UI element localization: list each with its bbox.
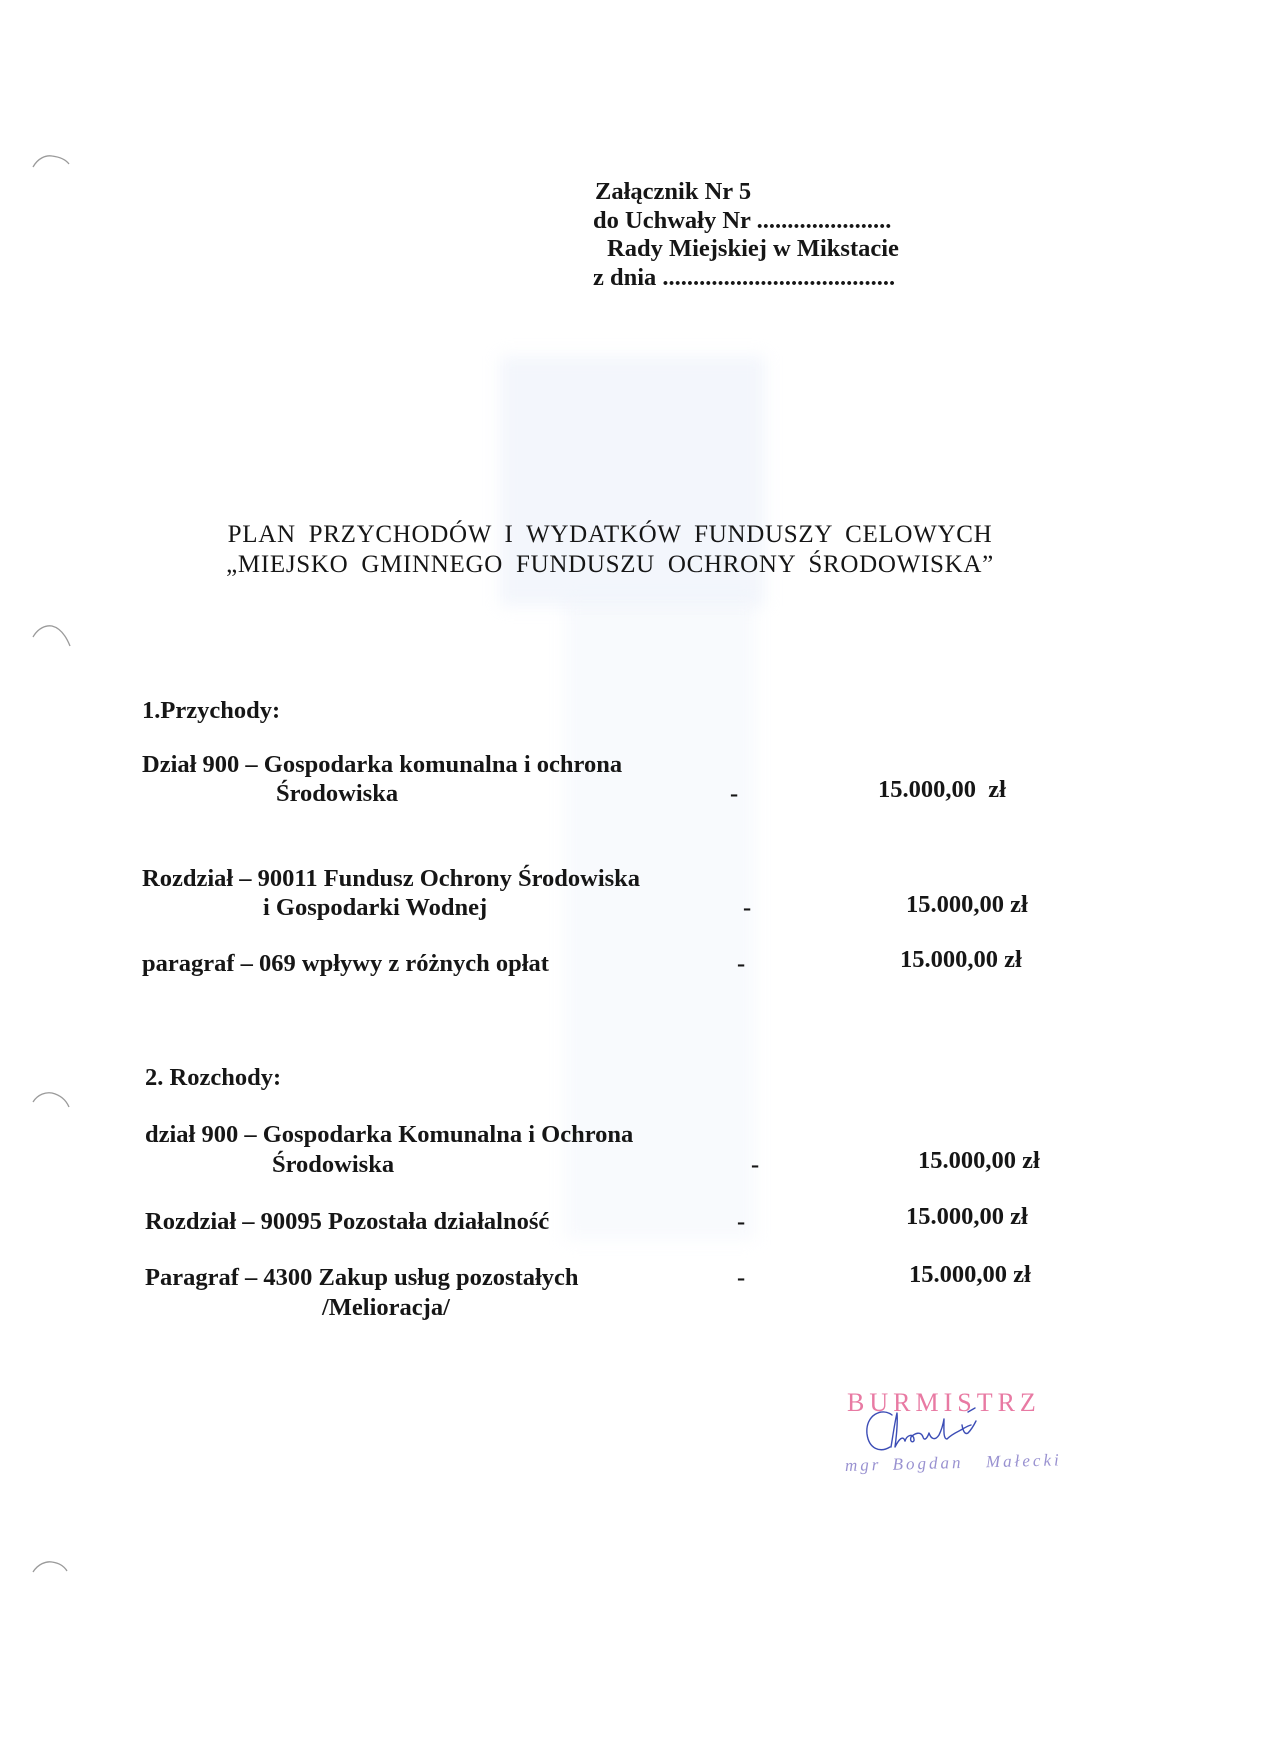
- binder-hole-marks: [0, 0, 90, 1755]
- title-line-2: „MIEJSKO GMINNEGO FUNDUSZU OCHRONY ŚRODOWISKA”: [226, 551, 994, 578]
- row-dash: -: [737, 1208, 746, 1235]
- row-dash: -: [730, 780, 739, 807]
- row-dash: -: [737, 1264, 746, 1291]
- row-description-line: /Melioracja/: [322, 1294, 450, 1321]
- row-amount: 15.000,00 zł: [918, 1147, 1040, 1174]
- row-amount: 15.000,00 zł: [906, 891, 1028, 918]
- section-heading-income: 1.Przychody:: [142, 697, 281, 724]
- row-dash: -: [737, 950, 746, 977]
- row-description-line: Środowiska: [276, 780, 399, 807]
- resolution-number-line: do Uchwały Nr ......................: [593, 207, 892, 234]
- binder-hole-mark: [33, 1093, 69, 1107]
- row-dash: -: [743, 894, 752, 921]
- binder-hole-mark: [33, 1562, 67, 1572]
- row-description-line: Rozdział – 90095 Pozostała działalność: [145, 1208, 550, 1235]
- row-description-line: Rozdział – 90011 Fundusz Ochrony Środowiska: [142, 865, 641, 892]
- binder-hole-mark: [33, 156, 69, 167]
- row-description-line: Paragraf – 4300 Zakup usług pozostałych: [145, 1264, 579, 1291]
- row-amount: 15.000,00 zł: [909, 1261, 1031, 1288]
- row-amount: 15.000,00 zł: [878, 776, 1006, 803]
- title-line-1: PLAN PRZYCHODÓW I WYDATKÓW FUNDUSZY CELOWYCH: [227, 521, 993, 548]
- row-description-line: Dział 900 – Gospodarka komunalna i ochrona: [142, 751, 623, 778]
- row-amount: 15.000,00 zł: [900, 946, 1022, 973]
- binder-hole-mark: [33, 626, 70, 646]
- row-description-line: i Gospodarki Wodnej: [263, 894, 488, 921]
- row-description-line: Środowiska: [272, 1151, 395, 1178]
- row-dash: -: [751, 1151, 760, 1178]
- row-amount: 15.000,00 zł: [906, 1203, 1028, 1230]
- attachment-number: Załącznik Nr 5: [595, 178, 752, 205]
- council-name: Rady Miejskiej w Mikstacie: [607, 235, 899, 262]
- stamp-title: BURMISTRZ: [847, 1388, 1041, 1417]
- section-heading-expenses: 2. Rozchody:: [145, 1064, 282, 1091]
- stamp-official-name: mgr Bogdan Małecki: [844, 1450, 1062, 1475]
- row-description-line: paragraf – 069 wpływy z różnych opłat: [142, 950, 549, 977]
- row-description-line: dział 900 – Gospodarka Komunalna i Ochrona: [145, 1121, 634, 1148]
- date-line: z dnia ......................................: [593, 264, 896, 291]
